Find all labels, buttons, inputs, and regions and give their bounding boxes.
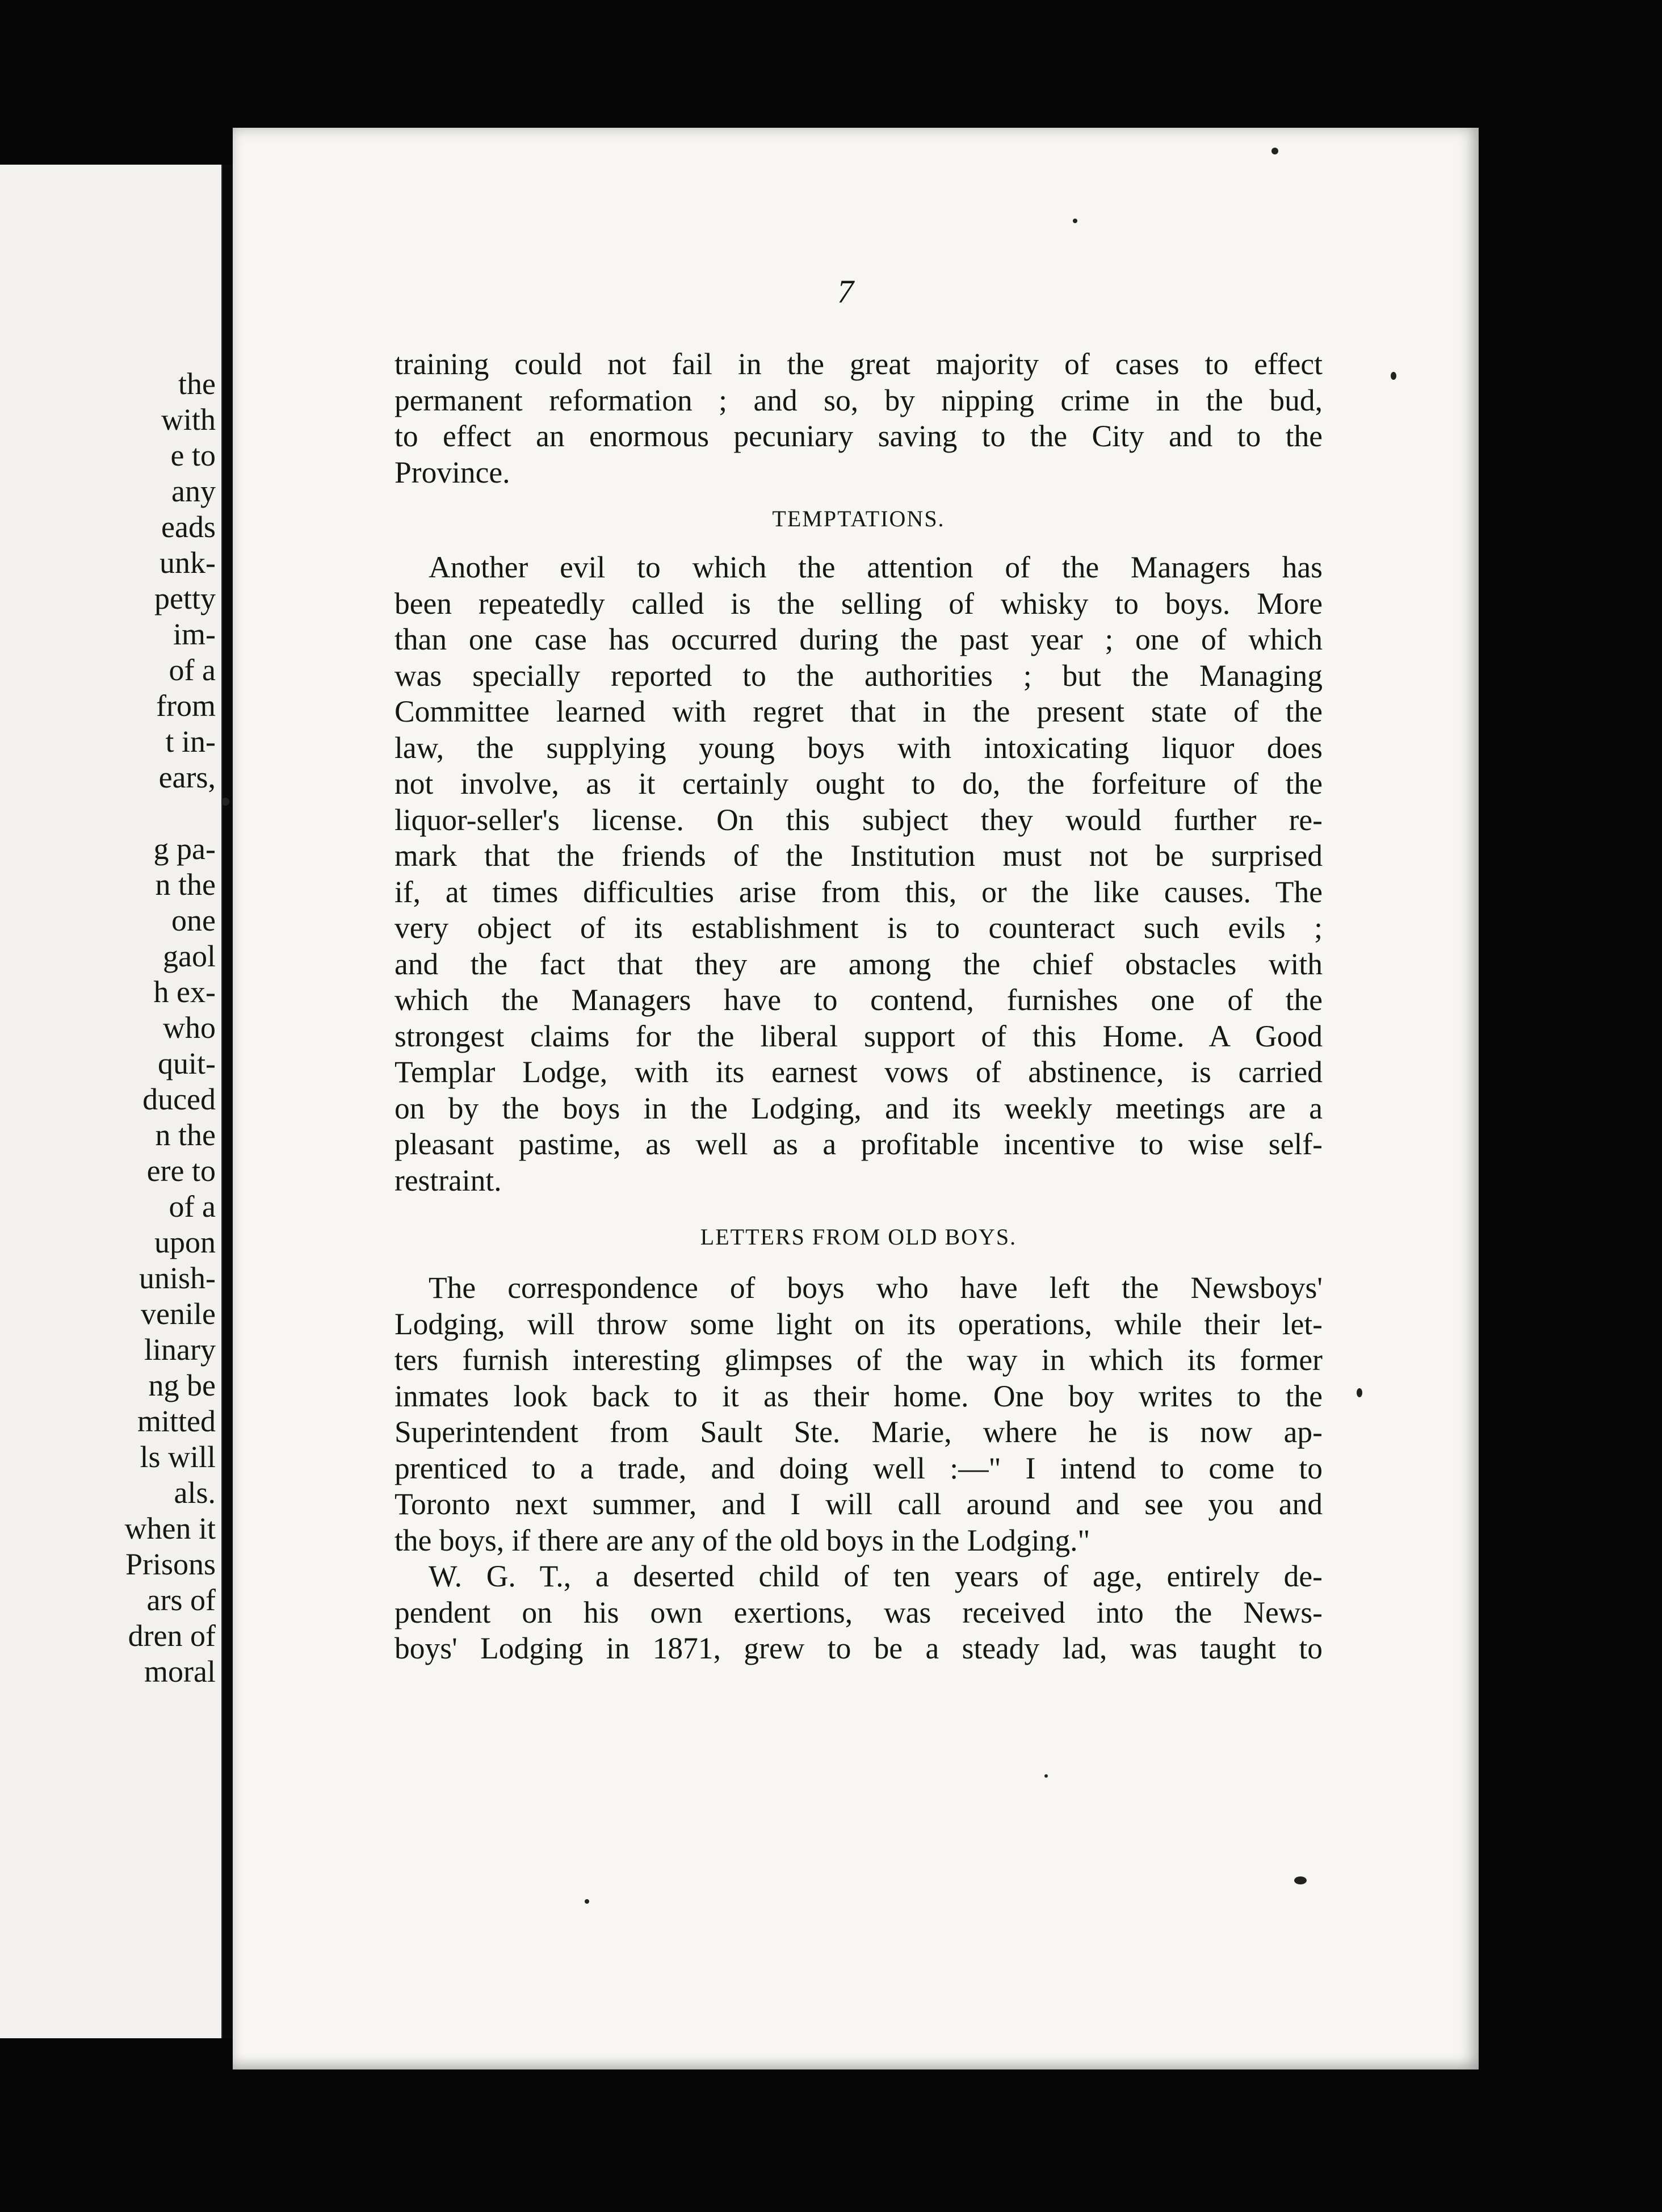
- adjacent-page-line: im-: [173, 617, 216, 651]
- section-heading-temptations: TEMPTATIONS.: [772, 506, 945, 531]
- dust-speck: [1294, 1876, 1307, 1884]
- text-line: Templar Lodge, with its earnest vows of abstinence, is carried: [394, 1055, 1323, 1089]
- adjacent-page-line: from: [156, 689, 216, 723]
- dust-speck: [221, 798, 229, 806]
- text-line: was specially reported to the authorities ; but the Managing: [394, 658, 1323, 693]
- book-gutter: [223, 165, 233, 2038]
- adjacent-page-line: ls will: [140, 1440, 216, 1474]
- adjacent-page-line: linary: [144, 1333, 216, 1367]
- text-line: The correspondence of boys who have left the Newsboys': [429, 1271, 1323, 1305]
- text-line: to effect an enormous pecuniary saving to the City and to the: [394, 419, 1323, 453]
- text-line: mark that the friends of the Institution must not be surprised: [394, 839, 1323, 873]
- adjacent-page-line: [11, 795, 216, 831]
- adjacent-page-text: [11, 366, 216, 1690]
- dust-speck: [1073, 219, 1077, 223]
- adjacent-page-line: eads: [161, 510, 216, 544]
- adjacent-page-line: ears,: [158, 760, 216, 794]
- temptations-paragraph: [394, 550, 1323, 1199]
- text-line: which the Managers have to contend, furnishes one of the: [394, 983, 1323, 1017]
- adjacent-page-line: n the: [155, 1118, 216, 1152]
- book-page: [233, 128, 1479, 2069]
- adjacent-page-line: one: [171, 903, 216, 937]
- adjacent-page-line: ng be: [148, 1368, 216, 1402]
- adjacent-page-line: venile: [141, 1297, 216, 1331]
- text-line: than one case has occurred during the past year ; one of which: [394, 622, 1323, 656]
- section-heading-letters: LETTERS FROM OLD BOYS.: [700, 1224, 1017, 1250]
- adjacent-page-line: g pa-: [153, 832, 216, 866]
- intro-paragraph: [394, 346, 1323, 491]
- dust-speck: [585, 1899, 589, 1904]
- text-line: and the fact that they are among the chief obstacles with: [394, 946, 1323, 981]
- text-line: Province.: [394, 455, 510, 489]
- adjacent-page-line: with: [161, 403, 216, 437]
- text-line: strongest claims for the liberal support of this Home. A Good: [394, 1019, 1323, 1053]
- text-line: law, the supplying young boys with intoxicating liquor does: [394, 730, 1323, 765]
- text-line: pleasant pastime, as well as a profitable incentive to wise self-: [394, 1127, 1323, 1161]
- text-line: permanent reformation ; and so, by nipping crime in the bud,: [394, 383, 1323, 417]
- text-line: inmates look back to it as their home. One boy writes to the: [394, 1379, 1323, 1413]
- adjacent-page-line: n the: [155, 868, 216, 902]
- adjacent-page-line: duced: [142, 1082, 216, 1116]
- text-line: Lodging, will throw some light on its operations, while their let-: [394, 1306, 1323, 1341]
- wgt-paragraph: [394, 1559, 1323, 1667]
- adjacent-page-line: als.: [174, 1476, 216, 1510]
- text-line: pendent on his own exertions, was received into the News-: [394, 1595, 1323, 1629]
- text-line: on by the boys in the Lodging, and its weekly meetings are a: [394, 1091, 1323, 1125]
- adjacent-page-line: t in-: [165, 724, 216, 759]
- adjacent-page-line: unk-: [160, 546, 216, 580]
- text-line: Superintendent from Sault Ste. Marie, where he is now ap-: [394, 1415, 1323, 1449]
- text-line: restraint.: [394, 1163, 502, 1197]
- text-line: if, at times difficulties arise from this, or the like causes. The: [394, 874, 1323, 909]
- dust-speck: [1357, 1388, 1362, 1397]
- adjacent-page-line: upon: [154, 1225, 216, 1259]
- adjacent-page-line: unish-: [139, 1261, 216, 1295]
- text-line: been repeatedly called is the selling of whisky to boys. More: [394, 586, 1323, 621]
- letters-paragraph: [394, 1270, 1323, 1559]
- adjacent-page: [0, 165, 225, 2038]
- adjacent-page-line: h ex-: [153, 975, 216, 1009]
- text-line: liquor-seller's license. On this subject they would further re-: [394, 802, 1323, 837]
- text-line: Toronto next summer, and I will call around and see you and: [394, 1487, 1323, 1521]
- adjacent-page-line: gaol: [163, 939, 216, 973]
- text-line: very object of its establishment is to counteract such evils ;: [394, 911, 1323, 945]
- page-body: [394, 346, 1323, 1667]
- text-line: Committee learned with regret that in the present state of the: [394, 694, 1323, 728]
- adjacent-page-line: quit-: [158, 1046, 216, 1080]
- adjacent-page-line: mitted: [137, 1404, 216, 1438]
- adjacent-page-line: of a: [169, 1189, 216, 1224]
- adjacent-page-line: e to: [170, 438, 216, 472]
- page-number: 7: [837, 273, 854, 310]
- adjacent-page-line: Prisons: [125, 1547, 216, 1581]
- adjacent-page-line: petty: [154, 581, 216, 615]
- dust-speck: [1271, 148, 1278, 154]
- text-line: boys' Lodging in 1871, grew to be a steady lad, was taught to: [394, 1631, 1323, 1665]
- text-line: ters furnish interesting glimpses of the way in which its former: [394, 1343, 1323, 1377]
- adjacent-page-line: the: [178, 367, 216, 401]
- text-line: the boys, if there are any of the old boys in the Lodging.": [394, 1523, 1090, 1557]
- adjacent-page-line: who: [163, 1011, 216, 1045]
- dust-speck: [1044, 1774, 1048, 1778]
- adjacent-page-line: ars of: [146, 1583, 216, 1617]
- adjacent-page-line: any: [171, 474, 216, 508]
- adjacent-page-line: when it: [124, 1511, 216, 1545]
- text-line: training could not fail in the great majority of cases to effect: [394, 347, 1323, 381]
- adjacent-page-line: ere to: [146, 1154, 216, 1188]
- text-line: Another evil to which the attention of the Managers has: [429, 550, 1323, 584]
- adjacent-page-line: dren of: [128, 1619, 216, 1653]
- text-line: not involve, as it certainly ought to do, the forfeiture of the: [394, 766, 1323, 801]
- adjacent-page-line: moral: [144, 1654, 216, 1689]
- text-line: prenticed to a trade, and doing well :—" I intend to come to: [394, 1451, 1323, 1485]
- dust-speck: [1391, 372, 1396, 380]
- text-line: W. G. T., a deserted child of ten years of age, entirely de-: [429, 1559, 1323, 1593]
- adjacent-page-line: of a: [169, 653, 216, 687]
